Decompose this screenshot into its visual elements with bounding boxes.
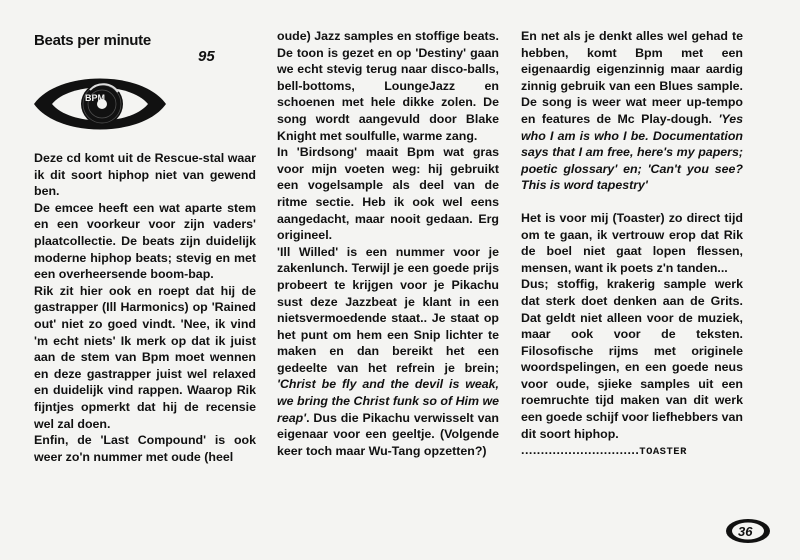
paragraph: Enfin, de 'Last Compound' is ook weer zo'n nummer met oude (heel <box>34 433 256 464</box>
spacer <box>521 194 743 210</box>
review-title: Beats per minute <box>34 32 151 49</box>
column-3 <box>521 28 743 461</box>
paragraph <box>277 244 499 460</box>
paragraph: In 'Birdsong' maait Bpm wat gras voor mijn voeten weg: hij gebruikt een vogelsample als deel van de ritme sectie. Heb ik ook wel eens aangedacht, maar nooit gedaan. Erg origineel. <box>277 145 499 243</box>
lyric-quote: 'Christ be fly and the devil is weak, we bring the Christ funk so of Him we reap' <box>277 377 499 425</box>
dotted-leader: .............................. <box>521 443 640 458</box>
paragraph: Het is voor mij (Toaster) zo direct tijd om te gaan, ik vertrouw erop dat Rik de boel niet gaat lopen flessen, mensen, want ik poets z'n tanden... <box>521 210 743 275</box>
paragraph: oude) Jazz samples en stoffige beats. De toon is gezet en op 'Destiny' gaan we echt stevig terug naar disco-balls, bell-bottoms, LoungeJazz en schoenen met hele dikke zolen. De song wordt aangevuld door Blake Knight met soulfulle, warme zang. <box>277 29 499 143</box>
paragraph: De emcee heeft een wat aparte stem en een voorkeur voor zijn vaders' plaatcollectie. De beats zijn duidelijk moderne hiphop beats; stevig en met een overheersende boom-bap. <box>34 200 256 282</box>
signature-line <box>521 442 743 461</box>
page-number: 36 <box>738 524 753 539</box>
paragraph: Deze cd komt uit de Rescue-stal waar ik dit soort hiphop niet van gewend ben. <box>34 151 256 199</box>
review-rating: 95 <box>198 48 215 65</box>
eye-disc-logo-icon <box>30 68 170 140</box>
lyric-quote: 'Yes who I am is who I be. Documentation says that I am free, here's my papers; poetic glossary' en; 'Can't you see? This is word tapestry' <box>521 111 743 193</box>
paragraph-text: . Dus die Pikachu verwisselt van eigenaar voor een geeltje. (Volgende keer toch maar Wu-Tang opzetten?) <box>277 410 499 458</box>
page-number-badge <box>722 516 774 546</box>
paragraph <box>521 28 743 194</box>
column-1 <box>34 150 256 465</box>
paragraph-text: 'Ill Willed' is een nummer voor je zakenlunch. Terwijl je een goede prijs probeert te krijgen voor je Pikachu sust deze Jazzbeat je klant in een nietsvermoedende staat.. Je staat op het punt om hem een Snip lichter te maken en dan bereikt het een gedeelte van het refrein je brein; <box>277 244 499 375</box>
paragraph: Dus; stoffig, krakerig sample werk dat sterk doet denken aan de Grits. Dat geldt niet alleen voor de muziek, maar ook voor de teksten. Filosofische rijms met originele woordspelingen, en een goede neus voor oude, sjieke samples uit een roemruchte tijd maken van dit werk een goede schijf voor liefhebbers van dit soort hiphop. <box>521 277 743 441</box>
column-2 <box>277 28 499 459</box>
logo-text: BPM <box>85 93 105 103</box>
paragraph-text: En net als je denkt alles wel gehad te hebben, komt Bpm met een eigenaardig eigenzinnig maar aardig zinnig gebruik van een Blues sample. De song is weer wat meer up-tempo en features de Mc Play-dough. <box>521 29 743 126</box>
author-signature: TOASTER <box>639 446 687 459</box>
paragraph: Rik zit hier ook en roept dat hij de gastrapper (Ill Harmonics) op 'Rained out' niet zo goed vindt. 'Nee, ik vind 'm echt niets' Ik merk op dat ik juist aan de stem van Bpm moet wennen en deze gastrapper juist wel relaxed en duidelijk vind rappen. Waarop Rik fijntjes opmerkt dat hij de recensie wel zal doen. <box>34 283 256 431</box>
